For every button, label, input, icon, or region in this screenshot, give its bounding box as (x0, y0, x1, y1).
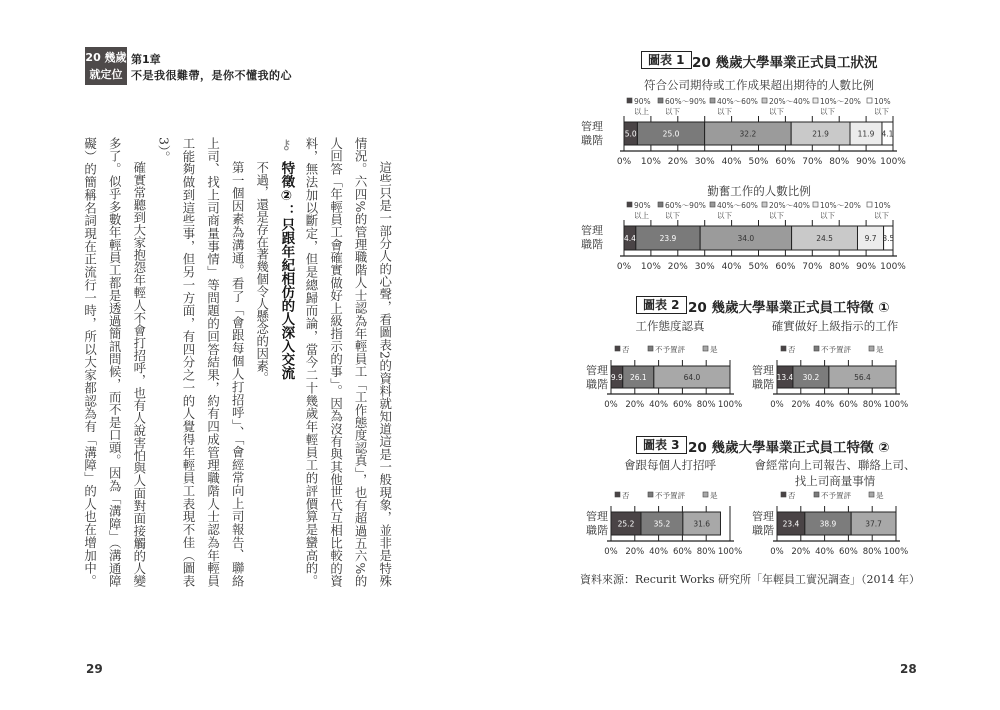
legend-label: 不予置評 (821, 491, 851, 500)
tick-label: 80% (862, 400, 882, 410)
legend-label: 10% (874, 97, 891, 106)
chapter-number: 第1章 (131, 53, 161, 66)
legend-label-line2: 以下 (665, 211, 680, 220)
tick-label: 100% (880, 157, 906, 167)
text-line: 工能夠做到這些事，但另一方面，有四分之一的人覺得年輕員工表現不佳（圖表 (180, 137, 196, 587)
bar-value-label: 64.0 (683, 373, 701, 382)
legend-swatch (762, 202, 767, 207)
legend-swatch (869, 346, 874, 351)
legend-label: 否 (788, 491, 796, 500)
tick-label: 20% (625, 547, 645, 557)
legend-swatch (867, 202, 872, 207)
legend-label: 是 (876, 491, 884, 500)
legend-swatch (615, 346, 620, 351)
tick-label: 0% (770, 400, 784, 410)
tick-label: 100% (883, 400, 909, 410)
row-label-line2: 職階 (586, 524, 608, 537)
row-label-line2: 職階 (581, 238, 603, 251)
text-line: 料，無法加以斷定，但是總歸而論，當今二十幾歲年輕員工的評價算是蠻高的。 (303, 137, 319, 587)
legend-label: 是 (710, 491, 718, 500)
chart-2b-title: 確實做好上級指示的工作 (771, 319, 899, 333)
legend-label: 否 (788, 345, 796, 354)
legend-swatch (703, 492, 708, 497)
bar-value-label: 26.1 (629, 373, 647, 382)
data-source-note: 資料來源：Recurit Works 研究所「年輕員工實況調查」（2014 年） (580, 573, 920, 586)
legend-label-line2: 以下 (874, 211, 889, 220)
bar-value-label: 25.0 (662, 129, 680, 139)
legend-swatch (703, 346, 708, 351)
tick-label: 40% (649, 400, 669, 410)
legend-swatch (781, 492, 786, 497)
legend-label: 20%～40% (769, 97, 810, 106)
chart-3a-title: 會跟每個人打招呼 (624, 458, 716, 472)
chart-1a-title: 符合公司期待或工作成果超出期待的人數比例 (644, 78, 874, 92)
text-line: 不過，還是存在著幾個令人懸念的因素。 (254, 161, 270, 385)
legend-label: 是 (876, 345, 884, 354)
chart-2a-title: 工作態度認真 (635, 319, 705, 333)
row-label: 管理 (752, 364, 774, 377)
legend-label: 90% (634, 97, 651, 106)
row-label: 管理 (586, 364, 608, 377)
legend-swatch (813, 202, 818, 207)
legend-label-line2: 以上 (634, 107, 649, 116)
text-line: 上司、找上司商量事情」等問題的回答結果，約有四成管理職階人士認為年輕員 (205, 137, 221, 587)
legend-label: 10% (874, 201, 891, 210)
legend-label: 10%～20% (820, 97, 861, 106)
page-number-left: 29 (86, 662, 103, 676)
tick-label: 80% (862, 547, 882, 557)
legend-label: 40%～60% (717, 97, 758, 106)
text-line: 這些只是一部分人的心聲，看圖表2的資料就知道這是一般現象，並非是特殊 (377, 161, 393, 587)
legend-swatch (814, 492, 819, 497)
legend-swatch (710, 98, 715, 103)
page-number-right: 28 (900, 662, 917, 676)
tick-label: 40% (721, 157, 742, 167)
tick-label: 30% (694, 157, 715, 167)
figure-3-label: 圖表 3 (636, 436, 687, 454)
bar-value-label: 23.4 (782, 519, 800, 529)
text-line: 第一個因素為溝通。看了「會跟每個人打招呼」、「會經常向上司報告、聯絡 (230, 161, 246, 587)
bar-value-label: 9.7 (864, 234, 877, 243)
figure-1-label: 圖表 1 (641, 51, 692, 69)
legend-label-line2: 以上 (634, 211, 649, 220)
tick-label: 60% (838, 547, 858, 557)
tick-label: 20% (791, 400, 811, 410)
chapter-subtitle: 不是我很難帶，是你不懂我的心 (131, 69, 292, 82)
tick-label: 60% (775, 157, 796, 167)
legend-label: 10%～20% (820, 201, 861, 210)
legend-label: 90% (634, 201, 651, 210)
bar-value-label: 30.2 (802, 373, 820, 382)
tick-label: 80% (829, 262, 850, 272)
legend-label: 不予置評 (655, 491, 685, 500)
legend-label-line2: 以下 (717, 211, 732, 220)
row-label-line2: 職階 (581, 134, 603, 147)
figure-3-title: 20 幾歲大學畢業正式員工特徵 ② (688, 440, 890, 456)
bar-value-label: 5.0 (624, 129, 637, 139)
legend-label-line2: 以下 (820, 107, 835, 116)
bar-value-label: 24.5 (816, 234, 833, 243)
bar-value-label: 31.6 (693, 519, 711, 529)
row-label: 管理 (581, 120, 603, 133)
text-line: 多了。似乎多數年輕員工都是透過簡訊問候，而不是口頭。因為「溝障」（溝通障 (107, 137, 123, 587)
section-heading-text: 特徵②：只跟年紀相仿的人深入交流 (278, 161, 295, 380)
text-line: 3）。 (156, 137, 172, 164)
legend-swatch (869, 492, 874, 497)
legend-label: 60%～90% (665, 97, 706, 106)
tick-label: 0% (604, 547, 618, 557)
bar-value-label: 34.0 (737, 234, 755, 243)
bar-value-label: 56.4 (854, 373, 871, 382)
text-line: 情況。六四%的管理職階人士認為年輕員工「工作態度認真」，也有超過五六%的 (353, 137, 369, 587)
tick-label: 10% (640, 157, 661, 167)
tick-label: 80% (696, 400, 716, 410)
bar-value-label: 32.2 (739, 129, 757, 139)
row-label: 管理 (581, 224, 603, 237)
tick-label: 90% (856, 262, 877, 272)
tick-label: 50% (748, 157, 769, 167)
legend-label-line2: 以下 (665, 107, 680, 116)
tick-label: 90% (856, 157, 877, 167)
tick-label: 20% (667, 157, 688, 167)
bar-value-label: 37.7 (865, 519, 882, 529)
key-icon: ⚷ (278, 137, 295, 153)
bar-value-label: 23.9 (659, 234, 677, 243)
tick-label: 80% (829, 157, 850, 167)
legend-label-line2: 以下 (874, 107, 889, 116)
text-line: 礙）的簡稱名詞現在正流行一時，所以大家都認為有「溝障」的人也在增加中。 (82, 137, 98, 587)
row-label: 管理 (586, 510, 608, 523)
tick-label: 100% (717, 547, 743, 557)
legend-swatch (781, 346, 786, 351)
legend-swatch (814, 346, 819, 351)
legend-label-line2: 以下 (820, 211, 835, 220)
bar-value-label: 21.9 (812, 129, 829, 139)
figure-1-title: 20 幾歲大學畢業正式員工狀況 (692, 55, 878, 71)
legend-label: 60%～90% (665, 201, 706, 210)
tick-label: 0% (770, 547, 784, 557)
tick-label: 70% (802, 262, 823, 272)
legend-swatch (762, 98, 767, 103)
legend-swatch (813, 98, 818, 103)
tick-label: 100% (880, 262, 906, 272)
legend-label-line2: 以下 (717, 107, 732, 116)
tick-label: 60% (672, 400, 692, 410)
tick-label: 20% (791, 547, 811, 557)
tick-label: 20% (667, 262, 688, 272)
row-label: 管理 (752, 510, 774, 523)
legend-swatch (627, 202, 632, 207)
legend-swatch (658, 98, 663, 103)
legend-swatch (867, 98, 872, 103)
tick-label: 60% (838, 400, 858, 410)
bar-value-label: 25.2 (617, 519, 635, 529)
tick-label: 40% (815, 547, 835, 557)
row-label-line2: 職階 (752, 378, 774, 391)
chart-1b-title: 勤奮工作的人數比例 (707, 184, 811, 198)
bar-value-label: 4.4 (623, 234, 636, 243)
tick-label: 60% (672, 547, 692, 557)
bar-value-label: 35.2 (653, 519, 671, 529)
legend-label: 不予置評 (821, 345, 851, 354)
bar-value-label: 13.4 (776, 373, 794, 382)
figure-2-title: 20 幾歲大學畢業正式員工特徵 ① (688, 300, 890, 316)
legend-swatch (615, 492, 620, 497)
figure-2-label: 圖表 2 (636, 296, 687, 314)
tick-label: 10% (640, 262, 661, 272)
legend-label: 不予置評 (655, 345, 685, 354)
bar-value-label: 11.9 (857, 129, 875, 139)
badge-line-1: 20 幾歲 (85, 51, 127, 64)
tick-label: 70% (802, 157, 823, 167)
legend-swatch (710, 202, 715, 207)
legend-label-line2: 以下 (769, 107, 784, 116)
legend-swatch (658, 202, 663, 207)
legend-label: 是 (710, 345, 718, 354)
legend-label: 否 (622, 491, 630, 500)
tick-label: 80% (696, 547, 716, 557)
tick-label: 100% (717, 400, 743, 410)
tick-label: 60% (775, 262, 796, 272)
legend-swatch (648, 492, 653, 497)
bar-value-label: 9.9 (610, 373, 623, 382)
tick-label: 0% (616, 157, 632, 167)
tick-label: 30% (694, 262, 715, 272)
text-line: 人回答「年輕員工會確實做好上級指示的事」。因為沒有與其他世代互相比較的資 (328, 137, 344, 587)
tick-label: 20% (625, 400, 645, 410)
badge-line-2: 就定位 (89, 68, 123, 81)
tick-label: 0% (604, 400, 618, 410)
text-line: 確實常聽到大家抱怨年輕人不會打招呼，也有人說害怕與人面對面接觸的人變 (131, 161, 147, 587)
legend-swatch (627, 98, 632, 103)
tick-label: 40% (721, 262, 742, 272)
legend-swatch (648, 346, 653, 351)
bar-value-label: 4.1 (881, 129, 894, 139)
legend-label: 否 (622, 345, 630, 354)
tick-label: 40% (815, 400, 835, 410)
legend-label: 20%～40% (769, 201, 810, 210)
tick-label: 0% (616, 262, 632, 272)
legend-label: 40%～60% (717, 201, 758, 210)
tick-label: 100% (883, 547, 909, 557)
chart-3b-title-line2: 找上司商量事情 (794, 474, 876, 488)
tick-label: 50% (748, 262, 769, 272)
chart-3b-title: 會經常向上司報告、聯絡上司、 (754, 458, 916, 472)
bar-value-label: 38.9 (819, 519, 837, 529)
tick-label: 40% (649, 547, 669, 557)
legend-label-line2: 以下 (769, 211, 784, 220)
row-label-line2: 職階 (586, 378, 608, 391)
row-label-line2: 職階 (752, 524, 774, 537)
bar-value-label: 3.5 (882, 234, 895, 243)
